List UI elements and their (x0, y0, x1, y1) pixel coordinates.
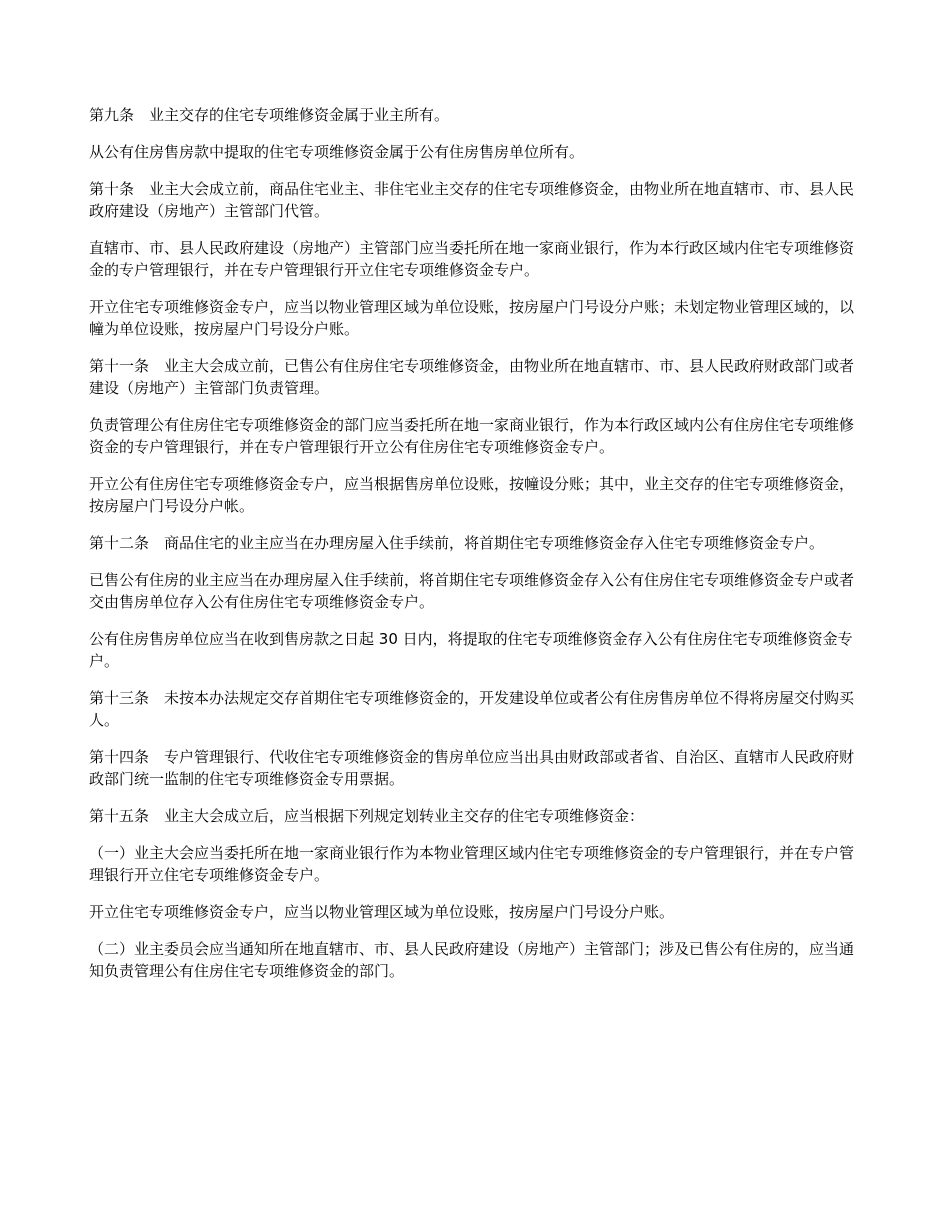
paragraph-account-opening-2: 开立住宅专项维修资金专户，应当以物业管理区域为单位设账，按房屋户门号设分户账。 (89, 903, 675, 921)
paragraph-article-11: 第十一条 业主大会成立前，已售公有住房住宅专项维修资金，由物业所在地直辖市、市、县人民政府财政部门或者建设（房地产）主管部门负责管理。 (89, 357, 855, 397)
paragraph-article-13: 第十三条 未按本办法规定交存首期住宅专项维修资金的，开发建设单位或者公有住房售房单位不得将房屋交付购买人。 (89, 689, 855, 729)
paragraph-public-housing-account: 开立公有住房住宅专项维修资金专户，应当根据售房单位设账，按幢设分账；其中，业主交存的住宅专项维修资金，按房屋户门号设分户帐。 (89, 475, 855, 515)
paragraph-article-14: 第十四条 专户管理银行、代收住宅专项维修资金的售房单位应当出具由财政部或者省、自治区、直辖市人民政府财政部门统一监制的住宅专项维修资金专用票据。 (89, 748, 855, 788)
paragraph-item-2: （二）业主委员会应当通知所在地直辖市、市、县人民政府建设（房地产）主管部门；涉及已售公有住房的，应当通知负责管理公有住房住宅专项维修资金的部门。 (89, 940, 855, 980)
paragraph-public-housing-fund-ownership: 从公有住房售房款中提取的住宅专项维修资金属于公有住房售房单位所有。 (89, 143, 585, 161)
paragraph-article-12: 第十二条 商品住宅的业主应当在办理房屋入住手续前，将首期住宅专项维修资金存入住宅专项维修资金专户。 (89, 534, 825, 552)
paragraph-article-9: 第九条 业主交存的住宅专项维修资金属于业主所有。 (89, 106, 450, 124)
paragraph-article-15: 第十五条 业主大会成立后，应当根据下列规定划转业主交存的住宅专项维修资金： (89, 807, 645, 825)
paragraph-article-10: 第十条 业主大会成立前，商品住宅业主、非住宅业主交存的住宅专项维修资金，由物业所在地直辖市、市、县人民政府建设（房地产）主管部门代管。 (89, 180, 855, 220)
paragraph-account-opening: 开立住宅专项维修资金专户，应当以物业管理区域为单位设账，按房屋户门号设分户账；未划定物业管理区域的，以幢为单位设账，按房屋户门号设分户账。 (89, 298, 855, 338)
paragraph-sold-public-housing-deposit: 已售公有住房的业主应当在办理房屋入住手续前，将首期住宅专项维修资金存入公有住房住宅专项维修资金专户或者交由售房单位存入公有住房住宅专项维修资金专户。 (89, 571, 855, 611)
paragraph-item-1: （一）业主大会应当委托所在地一家商业银行作为本物业管理区域内住宅专项维修资金的专户管理银行，并在专户管理银行开立住宅专项维修资金专户。 (89, 844, 855, 884)
paragraph-custodian-bank: 直辖市、市、县人民政府建设（房地产）主管部门应当委托所在地一家商业银行，作为本行政区域内住宅专项维修资金的专户管理银行，并在专户管理银行开立住宅专项维修资金专户。 (89, 239, 855, 279)
document-body (89, 104, 865, 997)
paragraph-public-housing-custodian: 负责管理公有住房住宅专项维修资金的部门应当委托所在地一家商业银行，作为本行政区域内公有住房住宅专项维修资金的专户管理银行，并在专户管理银行开立公有住房住宅专项维修资金专户。 (89, 416, 855, 456)
paragraph-30-day-deposit: 公有住房售房单位应当在收到售房款之日起 30 日内，将提取的住宅专项维修资金存入公有住房住宅专项维修资金专户。 (89, 630, 853, 670)
